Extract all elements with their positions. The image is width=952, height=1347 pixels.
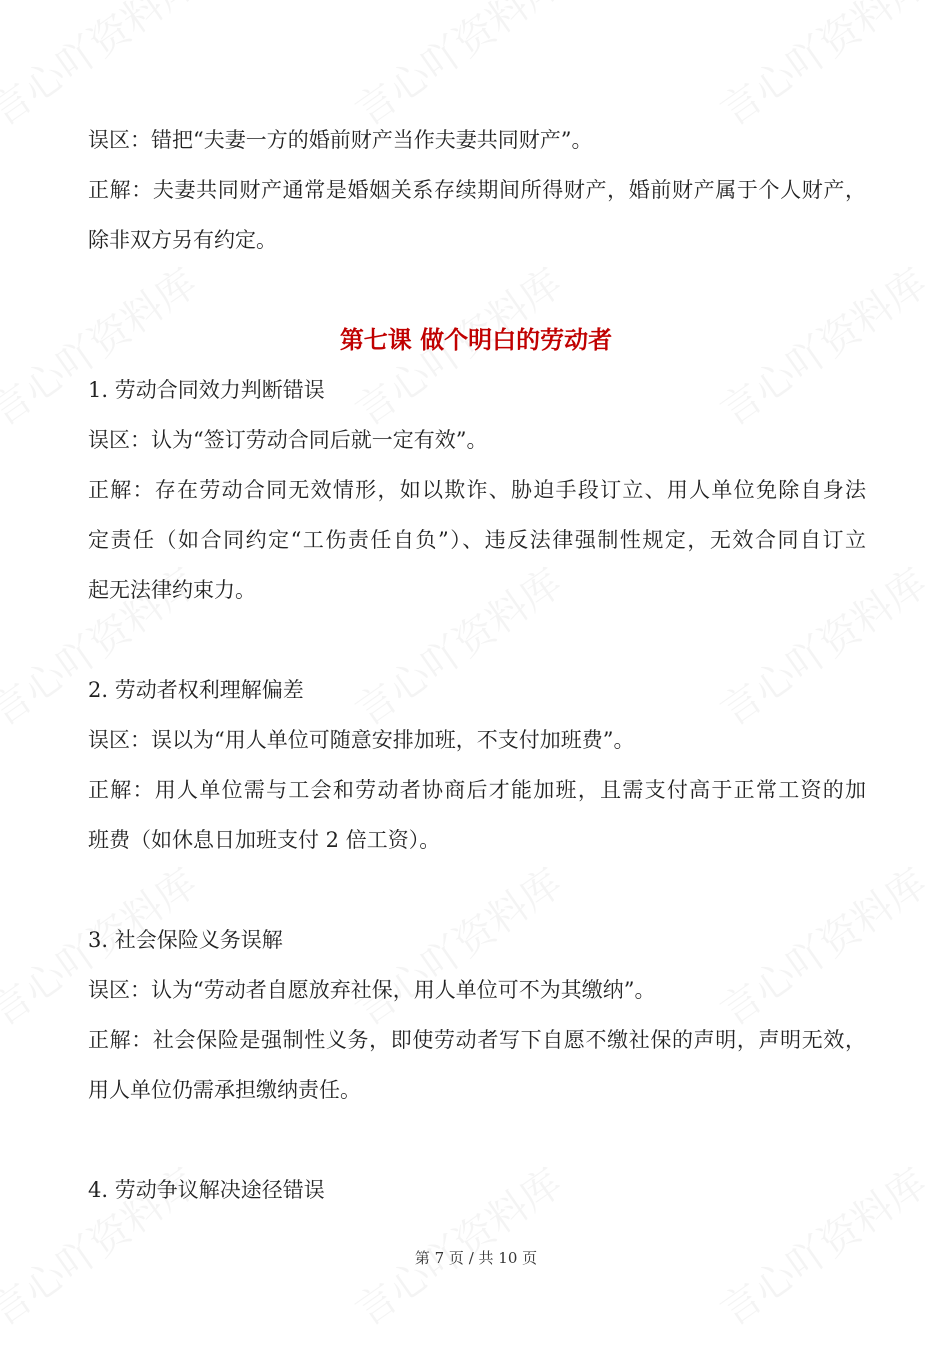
correction-text: 正解：存在劳动合同无效情形，如以欺诈、胁迫手段订立、用人单位免除自身法 xyxy=(88,478,866,502)
watermark-text xyxy=(342,0,571,137)
correction-text: 正解：夫妻共同财产通常是婚姻关系存续期间所得财产，婚前财产属于个人财产， xyxy=(88,178,866,202)
item-heading: 3. 社会保险义务误解 xyxy=(88,928,283,952)
item-heading: 2. 劳动者权利理解偏差 xyxy=(88,678,304,702)
watermark-text xyxy=(0,0,207,137)
item-heading: 1. 劳动合同效力判断错误 xyxy=(88,378,325,402)
watermark-text xyxy=(707,0,936,137)
lesson-title: 第七课 做个明白的劳动者 xyxy=(339,325,613,354)
misconception-text: 误区：认为“签订劳动合同后就一定有效”。 xyxy=(88,428,488,452)
correction-text: 定责任（如合同约定“工伤责任自负”）、违反法律强制性规定，无效合同自订立 xyxy=(88,528,866,552)
page-footer: 第 7 页 / 共 10 页 xyxy=(414,1249,538,1267)
misconception-text: 误区：错把“夫妻一方的婚前财产当作夫妻共同财产”。 xyxy=(88,128,593,152)
correction-text: 除非双方另有约定。 xyxy=(88,228,277,252)
misconception-text: 误区：认为“劳动者自愿放弃社保，用人单位可不为其缴纳”。 xyxy=(88,978,656,1002)
correction-text: 起无法律约束力。 xyxy=(88,578,256,602)
correction-text: 正解：用人单位需与工会和劳动者协商后才能加班，且需支付高于正常工资的加 xyxy=(88,778,866,802)
correction-text: 班费（如休息日加班支付 2 倍工资）。 xyxy=(88,828,441,852)
item-heading: 4. 劳动争议解决途径错误 xyxy=(88,1178,325,1202)
correction-text: 正解：社会保险是强制性义务，即使劳动者写下自愿不缴社保的声明，声明无效， xyxy=(88,1028,866,1052)
correction-text: 用人单位仍需承担缴纳责任。 xyxy=(88,1078,361,1102)
misconception-text: 误区：误以为“用人单位可随意安排加班，不支付加班费”。 xyxy=(88,728,635,752)
